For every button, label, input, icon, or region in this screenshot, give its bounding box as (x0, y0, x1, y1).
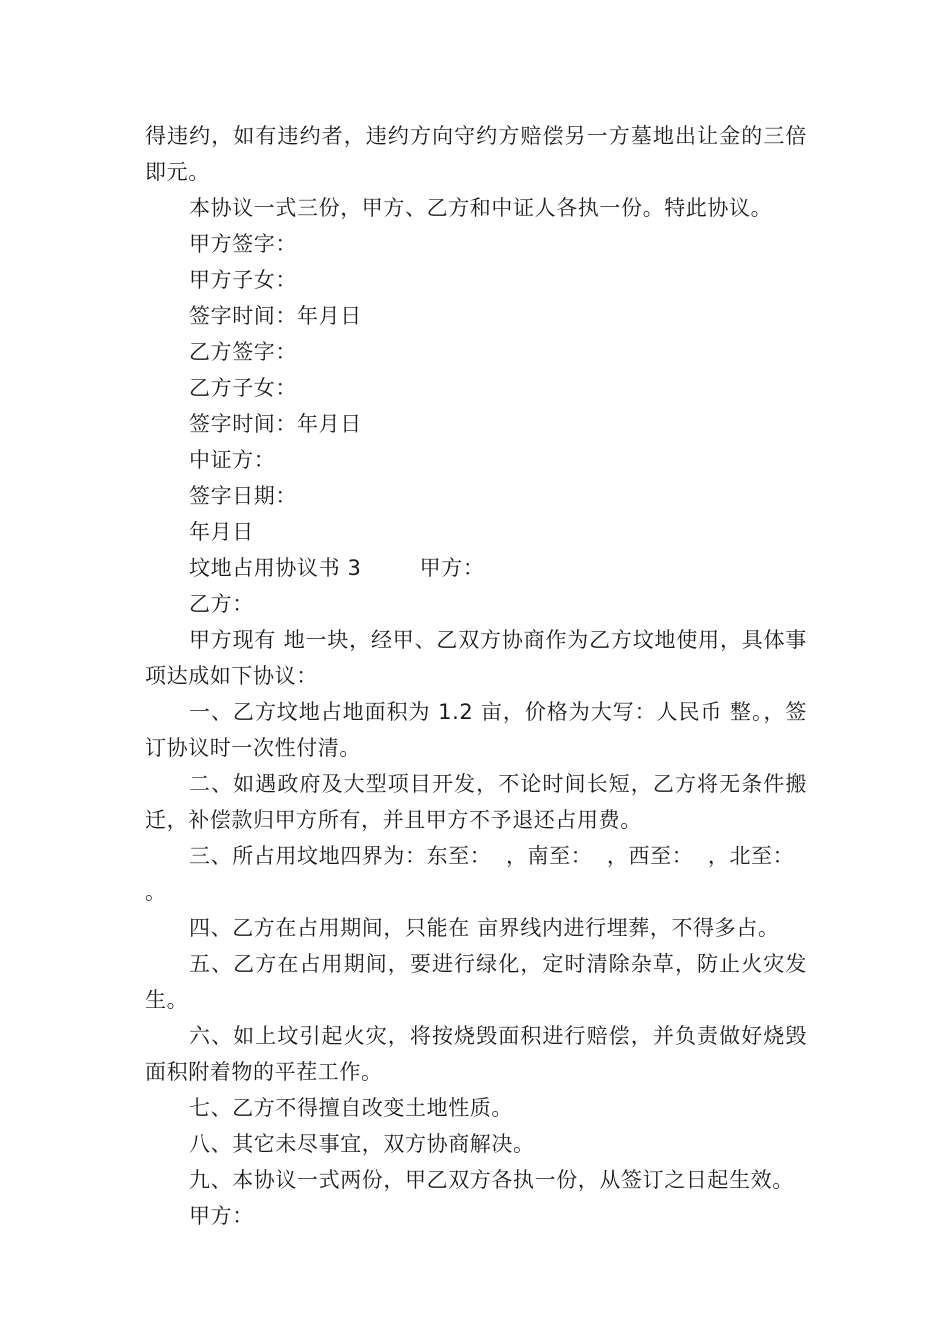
party-line: 乙方： (189, 592, 254, 616)
clause: 六、如上坟引起火灾，将按烧毁面积进行赔偿，并负责做好烧毁面积附着物的平茬工作。 (145, 1024, 807, 1084)
clause: 八、其它未尽事宜，双方协商解决。 (189, 1132, 535, 1156)
document-body (145, 118, 807, 1234)
signature-line: 年月日 (189, 520, 254, 544)
clause: 五、乙方在占用期间，要进行绿化，定时清除杂草，防止火灾发生。 (145, 952, 807, 1012)
signature-line: 乙方签字： (189, 340, 297, 364)
signature-line: 中证方： (189, 448, 276, 472)
signature-line: 甲方签字： (189, 232, 297, 256)
clause: 三、所占用坟地四界为：东至： ，南至： ，西至： ，北至： 。 (145, 844, 809, 904)
signature-line: 乙方子女： (189, 376, 297, 400)
clause: 二、如遇政府及大型项目开发，不论时间长短，乙方将无条件搬迁，补偿款归甲方所有，并且甲方不予退还占用费。 (145, 772, 807, 832)
party-line: 甲方： (189, 1204, 254, 1228)
paragraph: 得违约，如有违约者，违约方向守约方赔偿另一方墓地出让金的三倍即元。 (145, 124, 807, 184)
clause: 一、乙方坟地占地面积为 1.2 亩，价格为大写：人民币 整。，签订协议时一次性付清。 (145, 700, 807, 760)
signature-line: 签字时间：年月日 (189, 304, 362, 328)
paragraph: 本协议一式三份，甲方、乙方和中证人各执一份。特此协议。 (189, 196, 773, 220)
signature-line: 签字时间：年月日 (189, 412, 362, 436)
paragraph: 甲方现有 地一块，经甲、乙双方协商作为乙方坟地使用，具体事项达成如下协议： (145, 628, 807, 688)
clause: 七、乙方不得擅自改变土地性质。 (189, 1096, 513, 1120)
section-title: 坟地占用协议书 3 甲方： (189, 556, 485, 580)
signature-line: 甲方子女： (189, 268, 297, 292)
signature-line: 签字日期： (189, 484, 297, 508)
clause: 九、本协议一式两份，甲乙双方各执一份，从签订之日起生效。 (189, 1168, 794, 1192)
clause: 四、乙方在占用期间，只能在 亩界线内进行埋葬，不得多占。 (189, 916, 780, 940)
